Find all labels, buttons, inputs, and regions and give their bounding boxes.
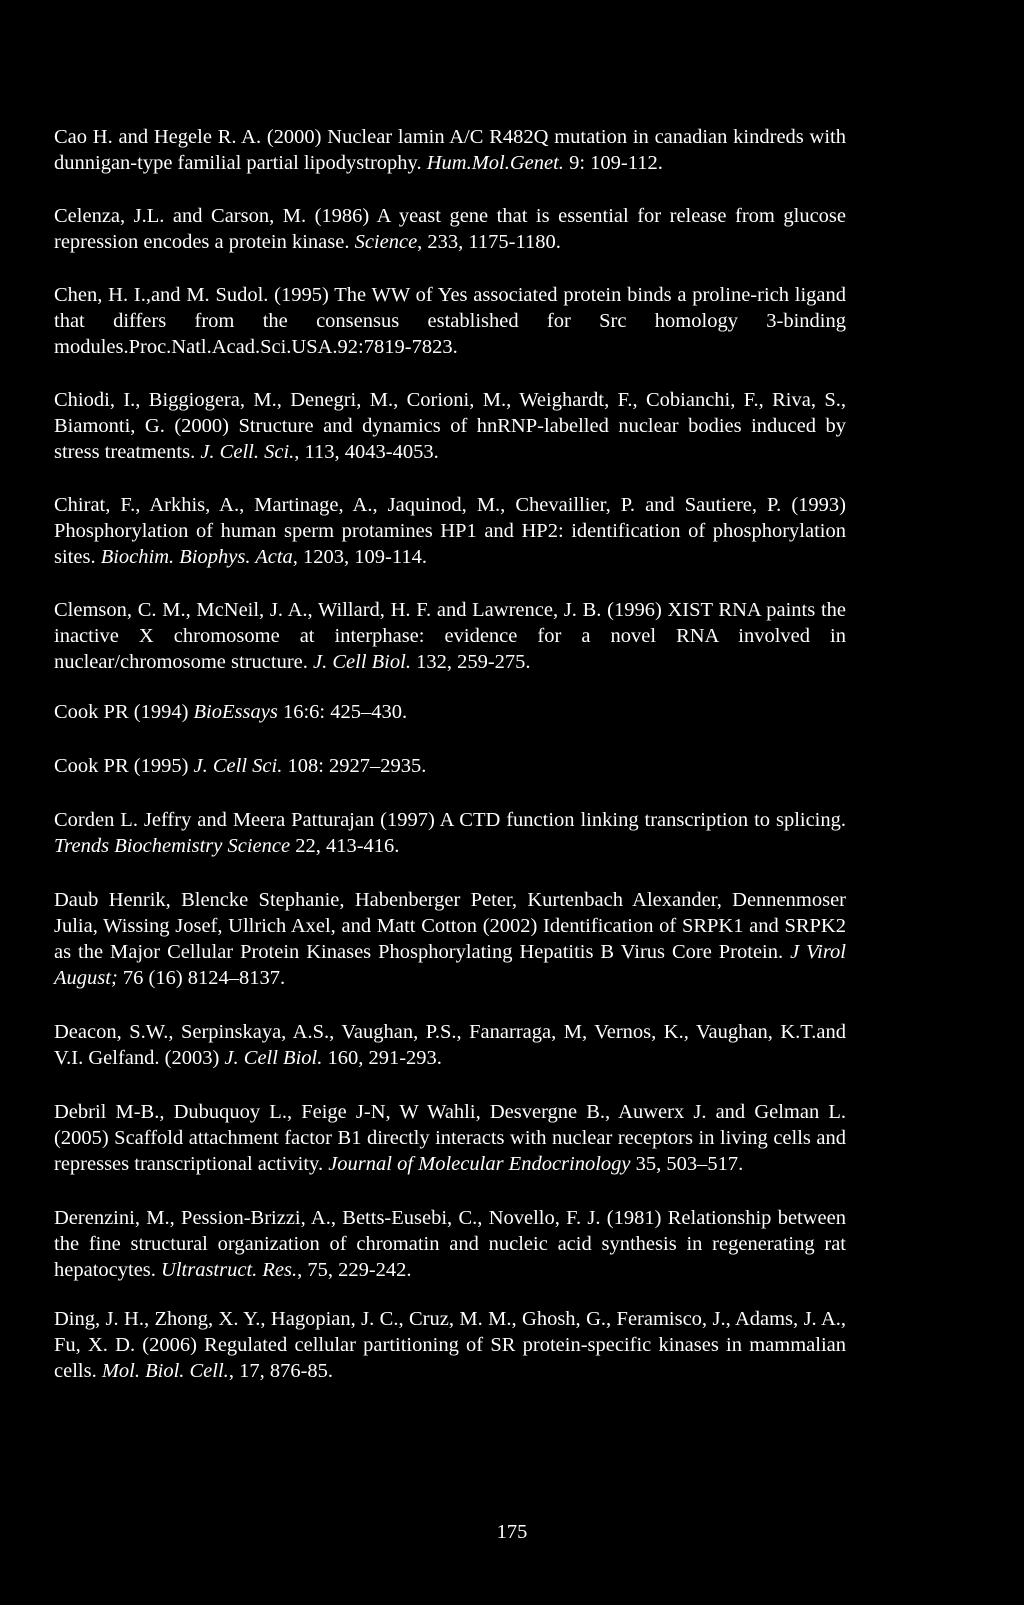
journal-title: Trends Biochemistry Science xyxy=(54,835,291,857)
reference-cook-1994: Cook PR (1994) BioEssays 16:6: 425–430. xyxy=(54,701,408,723)
reference-chiodi: Chiodi, I., Biggiogera, M., Denegri, M., Corioni, M., Weighardt, F., Cobianchi, F., Riva, S., Biamonti, G. (2000) Structure and dynamics of hnRNP-labelled nuclear bodies induced by stress treatments. J. Cell. Sci., 113, 4043-4053. xyxy=(54,389,846,463)
reference-derenzini: Derenzini, M., Pession-Brizzi, A., Betts-Eusebi, C., Novello, F. J. (1981) Relationship between the fine structural organization of chromatin and nucleic acid synthesis in regenerating rat hepatocytes. Ultrastruct. Res., 75, 229-242. xyxy=(54,1207,846,1281)
journal-title: Hum.Mol.Genet. xyxy=(426,152,564,174)
reference-list xyxy=(54,124,846,1384)
journal-title: J. Cell Biol. xyxy=(224,1047,323,1069)
reference-debril: Debril M-B., Dubuquoy L., Feige J-N, W Wahli, Desvergne B., Auwerx J. and Gelman L. (2005) Scaffold attachment factor B1 directly interacts with nuclear receptors in living cells and represses transcriptional activity. Journal of Molecular Endocrinology 35, 503–517. xyxy=(54,1101,846,1175)
journal-title: BioEssays xyxy=(193,701,278,723)
page-number: 175 xyxy=(496,1521,528,1543)
journal-title: Science xyxy=(354,231,418,253)
journal-title: Biochim. Biophys. Acta xyxy=(100,546,293,568)
journal-title: Ultrastruct. Res. xyxy=(161,1259,298,1281)
reference-ding: Ding, J. H., Zhong, X. Y., Hagopian, J. C., Cruz, M. M., Ghosh, G., Feramisco, J., Adams, J. A., Fu, X. D. (2006) Regulated cellular partitioning of SR protein-specific kinases in mammalian cells. Mol. Biol. Cell., 17, 876-85. xyxy=(54,1308,846,1382)
reference-celenza: Celenza, J.L. and Carson, M. (1986) A yeast gene that is essential for release from glucose repression encodes a protein kinase. Science, 233, 1175-1180. xyxy=(54,205,846,253)
journal-title: J. Cell Biol. xyxy=(313,651,411,673)
reference-cao: Cao H. and Hegele R. A. (2000) Nuclear lamin A/C R482Q mutation in canadian kindreds with dunnigan-type familial partial lipodystrophy. Hum.Mol.Genet. 9: 109-112. xyxy=(54,126,846,174)
reference-clemson: Clemson, C. M., McNeil, J. A., Willard, H. F. and Lawrence, J. B. (1996) XIST RNA paints the inactive X chromosome at interphase: evidence for a novel RNA involved in nuclear/chromosome structure. J. Cell Biol. 132, 259-275. xyxy=(54,599,846,673)
reference-deacon: Deacon, S.W., Serpinskaya, A.S., Vaughan, P.S., Fanarraga, M, Vernos, K., Vaughan, K.T.and V.I. Gelfand. (2003) J. Cell Biol. 160, 291-293. xyxy=(54,1021,846,1069)
reference-chirat: Chirat, F., Arkhis, A., Martinage, A., Jaquinod, M., Chevaillier, P. and Sautiere, P. (1993) Phosphorylation of human sperm protamines HP1 and HP2: identification of phosphorylation sites. Biochim. Biophys. Acta, 1203, 109-114. xyxy=(54,494,846,568)
reference-corden: Corden L. Jeffry and Meera Patturajan (1997) A CTD function linking transcription to splicing. Trends Biochemistry Science 22, 413-416. xyxy=(54,809,846,857)
reference-chen: Chen, H. I.,and M. Sudol. (1995) The WW of Yes associated protein binds a proline-rich ligand that differs from the consensus established for Src homology 3-binding modules.Proc.Natl.Acad.Sci.USA.92:7819-7823. xyxy=(54,284,846,358)
reference-cook-1995: Cook PR (1995) J. Cell Sci. 108: 2927–2935. xyxy=(54,755,427,777)
reference-daub: Daub Henrik, Blencke Stephanie, Habenberger Peter, Kurtenbach Alexander, Dennenmoser Julia, Wissing Josef, Ullrich Axel, and Matt Cotton (2002) Identification of SRPK1 and SRPK2 as the Major Cellular Protein Kinases Phosphorylating Hepatitis B Virus Core Protein. J Virol August; 76 (16) 8124–8137. xyxy=(54,889,846,989)
journal-title: J. Cell Sci. xyxy=(193,755,283,777)
journal-title: J Virol August; xyxy=(54,941,846,989)
journal-title: Mol. Biol. Cell. xyxy=(101,1360,229,1382)
journal-title: Journal of Molecular Endocrinology xyxy=(328,1153,631,1175)
journal-title: J. Cell. Sci. xyxy=(200,441,295,463)
